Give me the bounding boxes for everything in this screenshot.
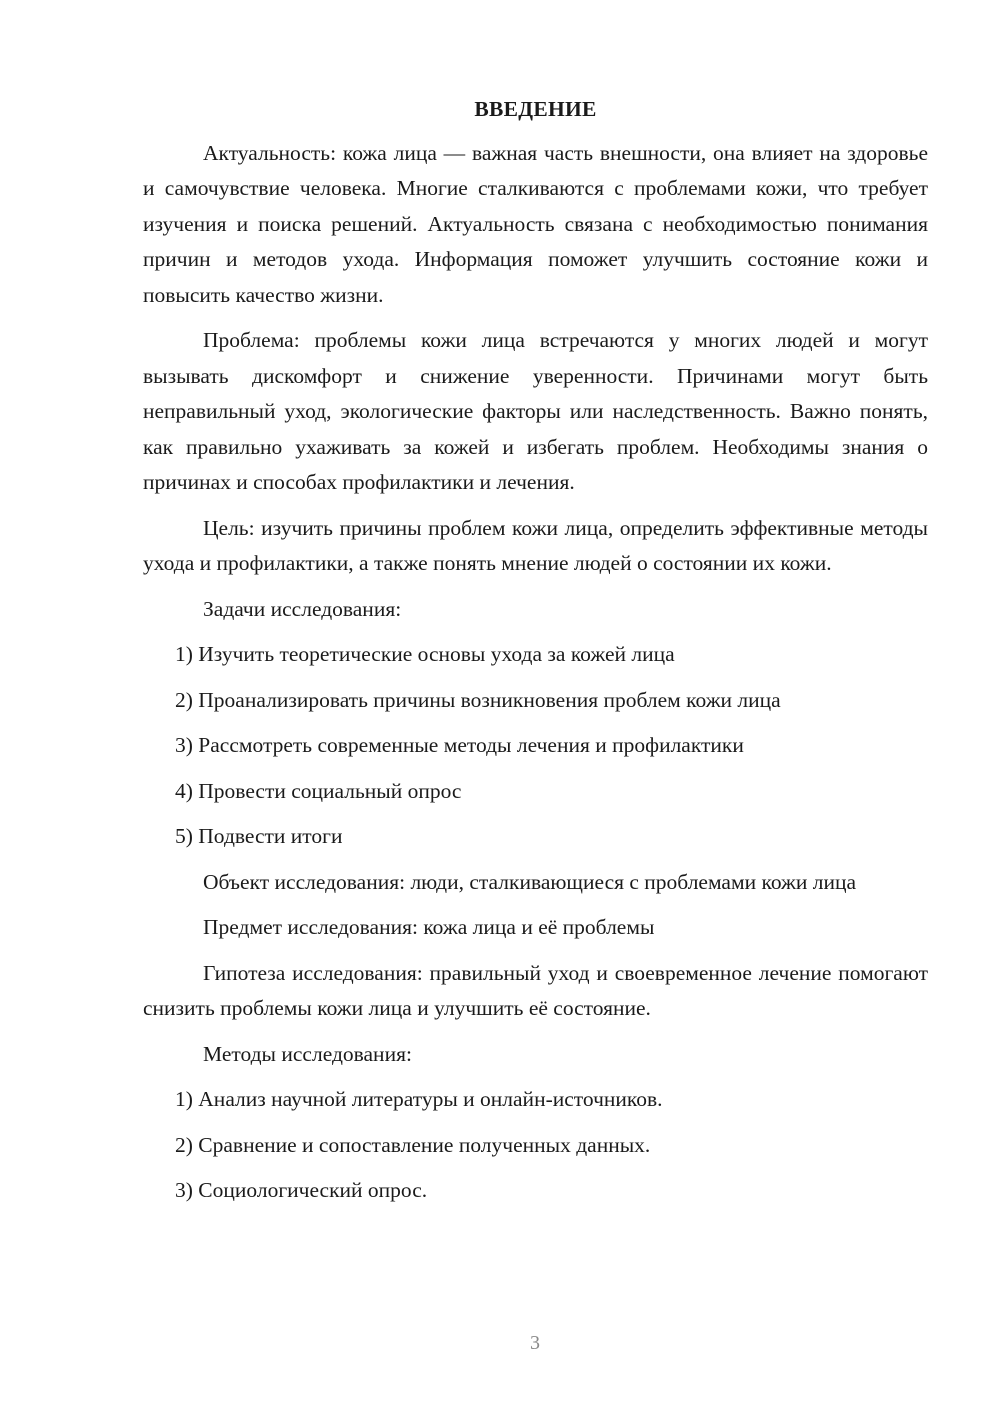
tasks-list [143, 637, 928, 855]
list-item: 4) Провести социальный опрос [175, 778, 462, 803]
actuality-paragraph: Актуальность: кожа лица — важная часть внешности, она влияет на здоровье и самочувствие человека. Многие сталкиваются с проблемами кожи, что требует изучения и поиска решений. Актуальность связана с необходимостью понимания причин и методов ухода. Информация поможет улучшить состояние кожи и повысить качество жизни. [143, 140, 928, 307]
page-content [143, 92, 928, 1219]
subject-paragraph: Предмет исследования: кожа лица и её проблемы [203, 915, 655, 939]
list-item: 5) Подвести итоги [175, 824, 343, 848]
list-item: 1) Анализ научной литературы и онлайн-источников. [175, 1087, 663, 1111]
list-item: 2) Проанализировать причины возникновения проблем кожи лица [175, 687, 781, 712]
object-paragraph: Объект исследования: люди, сталкивающиеся с проблемами кожи лица [203, 869, 857, 894]
problem-paragraph: Проблема: проблемы кожи лица встречаются у многих людей и могут вызывать дискомфорт и снижение уверенности. Причинами могут быть неправильный уход, экологические факторы или наследственность. Важно понять, как правильно ухаживать за кожей и избегать проблем. Необходимы знания о причинах и способах профилактики и лечения. [143, 328, 928, 494]
goal-paragraph: Цель: изучить причины проблем кожи лица, определить эффективные методы ухода и профилактики, а также понять мнение людей о состоянии их кожи. [143, 515, 928, 575]
list-item: 1) Изучить теоретические основы ухода за кожей лица [175, 642, 675, 666]
hypothesis-paragraph: Гипотеза исследования: правильный уход и своевременное лечение помогают снизить проблемы кожи лица и улучшить её состояние. [143, 960, 928, 1020]
list-item: 3) Социологический опрос. [175, 1178, 428, 1202]
methods-heading: Методы исследования: [203, 1041, 412, 1066]
list-item: 3) Рассмотреть современные методы лечения и профилактики [175, 733, 744, 757]
list-item: 2) Сравнение и сопоставление полученных данных. [175, 1132, 651, 1157]
methods-list [143, 1082, 928, 1209]
tasks-heading: Задачи исследования: [203, 596, 402, 621]
page-number: 3 [530, 1332, 540, 1354]
section-title: ВВЕДЕНИЕ [474, 97, 597, 121]
